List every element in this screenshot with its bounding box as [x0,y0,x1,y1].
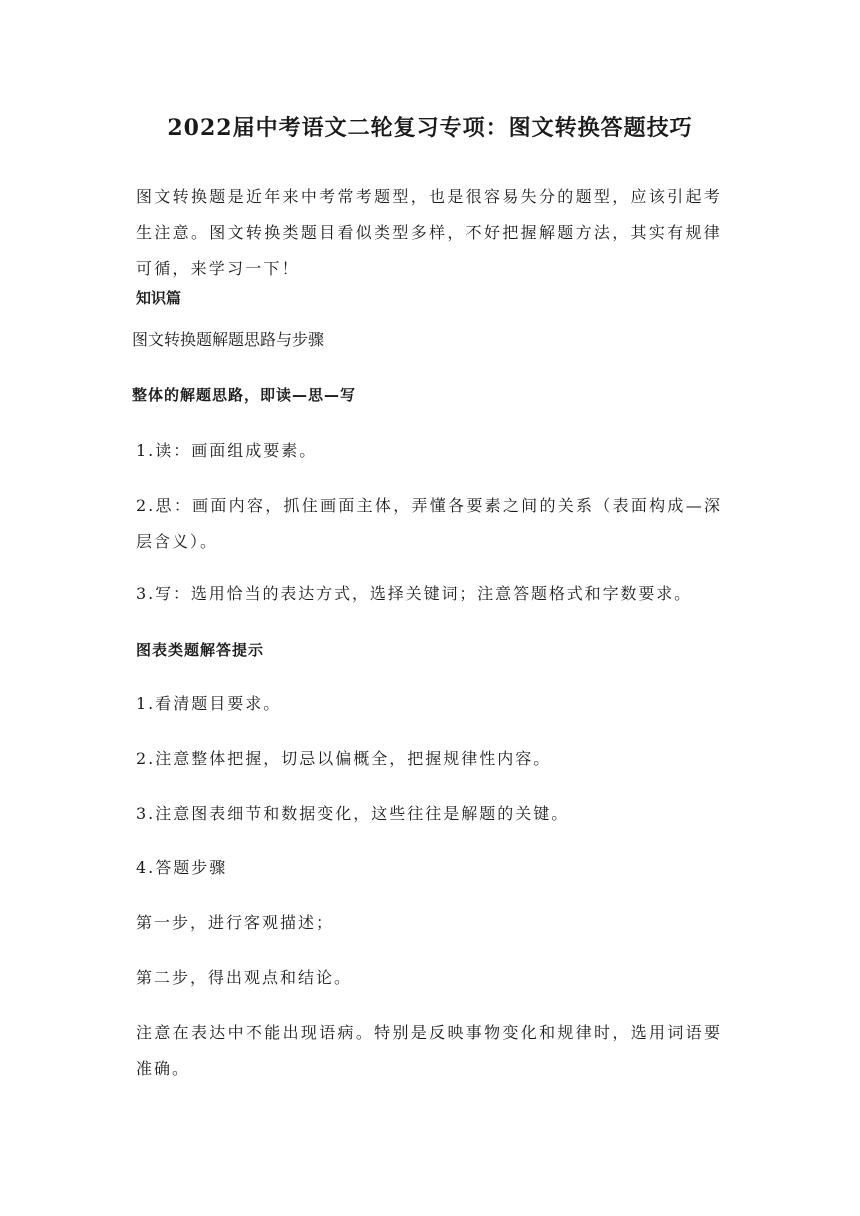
note-paragraph: 注意在表达中不能出现语病。特别是反映事物变化和规律时，选用词语要准确。 [136,1023,722,1078]
page-title: 2022届中考语文二轮复习专项：图文转换答题技巧 [167,115,693,141]
overall-step-write: 3.写：选用恰当的表达方式，选择关键词；注意答题格式和字数要求。 [136,584,693,603]
intro-paragraph: 图文转换题是近年来中考常考题型，也是很容易失分的题型，应该引起考生注意。图文转换类题目看似类型多样，不好把握解题方法，其实有规律可循，来学习一下！ [136,187,722,278]
chart-tip-1: 1.看清题目要求。 [136,694,282,713]
heading-chart-tips: 图表类题解答提示 [136,641,265,659]
section-heading-knowledge: 知识篇 [136,289,182,307]
overall-step-think: 2.思：画面内容，抓住画面主体，弄懂各要素之间的关系（表面构成—深层含义）。 [136,496,722,551]
answer-step-2: 第二步，得出观点和结论。 [136,968,353,987]
heading-overall-approach: 整体的解题思路，即读—思—写 [132,386,357,404]
chart-tip-3: 3.注意图表细节和数据变化，这些往往是解题的关键。 [136,804,570,823]
steps-subtitle: 图文转换题解题思路与步骤 [132,330,325,349]
chart-tip-2: 2.注意整体把握，切忌以偏概全，把握规律性内容。 [136,749,552,768]
overall-step-read: 1.读：画面组成要素。 [136,441,318,460]
answer-step-1: 第一步，进行客观描述； [136,913,335,932]
chart-tip-4: 4.答题步骤 [136,858,228,877]
